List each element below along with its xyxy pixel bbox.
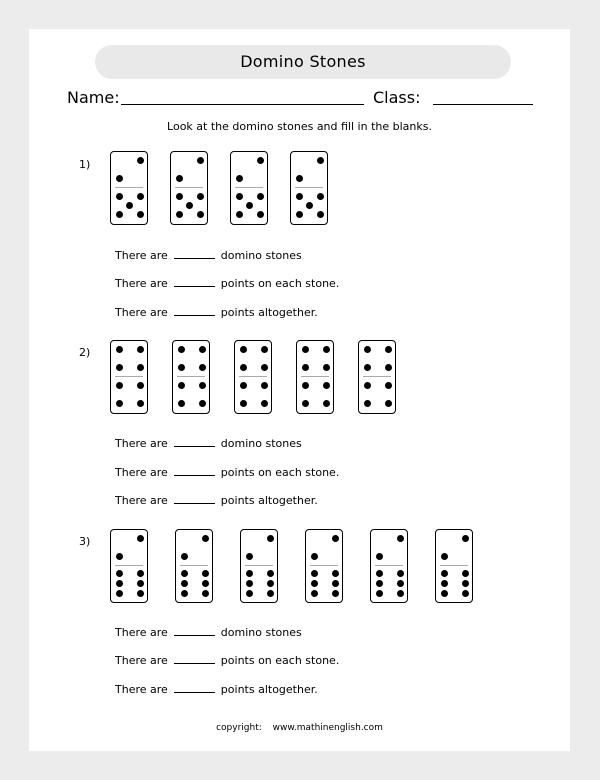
worksheet-page bbox=[29, 29, 570, 751]
domino-pip bbox=[364, 346, 371, 353]
answer-blank[interactable] bbox=[174, 474, 215, 476]
domino-pip bbox=[137, 364, 144, 371]
domino-pip bbox=[302, 364, 309, 371]
answer-blank[interactable] bbox=[174, 445, 215, 447]
domino-pip bbox=[202, 535, 209, 542]
line-suffix: points on each stone. bbox=[220, 277, 340, 290]
domino-stone bbox=[296, 340, 334, 414]
domino-pip bbox=[202, 590, 209, 597]
domino-pip bbox=[178, 382, 185, 389]
line-prefix: There are bbox=[115, 306, 168, 319]
line-suffix: points on each stone. bbox=[220, 654, 340, 667]
domino-pip bbox=[376, 570, 383, 577]
domino-pip bbox=[116, 193, 123, 200]
domino-pip bbox=[137, 570, 144, 577]
answer-blank[interactable] bbox=[174, 285, 215, 287]
line-suffix: points altogether. bbox=[220, 494, 318, 507]
answer-line-count bbox=[115, 437, 302, 450]
domino-pip bbox=[137, 590, 144, 597]
line-prefix: There are bbox=[115, 437, 168, 450]
domino-pip bbox=[261, 382, 268, 389]
domino-stone bbox=[435, 529, 473, 603]
domino-stone bbox=[370, 529, 408, 603]
domino-pip bbox=[267, 580, 274, 587]
domino-pip bbox=[116, 364, 123, 371]
domino-pip bbox=[296, 175, 303, 182]
answer-line-points-total bbox=[115, 494, 318, 507]
domino-pip bbox=[116, 580, 123, 587]
answer-line-points-total bbox=[115, 306, 318, 319]
domino-pip bbox=[261, 400, 268, 407]
question-number: 2) bbox=[79, 346, 91, 359]
domino-pip bbox=[397, 580, 404, 587]
domino-stone bbox=[358, 340, 396, 414]
line-suffix: domino stones bbox=[220, 249, 302, 262]
domino-divider bbox=[115, 565, 143, 566]
domino-pip bbox=[462, 535, 469, 542]
domino-pip bbox=[236, 175, 243, 182]
domino-pip bbox=[202, 570, 209, 577]
domino-pip bbox=[181, 570, 188, 577]
domino-pip bbox=[246, 570, 253, 577]
domino-divider bbox=[175, 187, 203, 188]
question-number: 1) bbox=[79, 158, 91, 171]
domino-pip bbox=[137, 193, 144, 200]
domino-pip bbox=[397, 535, 404, 542]
domino-divider bbox=[245, 565, 273, 566]
answer-line-count bbox=[115, 626, 302, 639]
domino-pip bbox=[302, 400, 309, 407]
domino-pip bbox=[323, 346, 330, 353]
domino-pip bbox=[441, 580, 448, 587]
domino-pip bbox=[317, 211, 324, 218]
domino-pip bbox=[397, 570, 404, 577]
domino-pip bbox=[257, 193, 264, 200]
domino-pip bbox=[267, 570, 274, 577]
domino-pip bbox=[317, 193, 324, 200]
domino-pip bbox=[116, 553, 123, 560]
domino-pip bbox=[441, 570, 448, 577]
domino-pip bbox=[240, 364, 247, 371]
domino-pip bbox=[236, 193, 243, 200]
domino-divider bbox=[239, 376, 267, 377]
answer-blank[interactable] bbox=[174, 257, 215, 259]
domino-stone bbox=[290, 151, 328, 225]
line-prefix: There are bbox=[115, 466, 168, 479]
line-suffix: points altogether. bbox=[220, 306, 318, 319]
domino-divider bbox=[310, 565, 338, 566]
domino-pip bbox=[240, 400, 247, 407]
domino-pip bbox=[332, 535, 339, 542]
domino-divider bbox=[115, 376, 143, 377]
domino-pip bbox=[296, 193, 303, 200]
answer-blank[interactable] bbox=[174, 691, 215, 693]
domino-pip bbox=[311, 580, 318, 587]
domino-divider bbox=[115, 187, 143, 188]
domino-pip bbox=[199, 346, 206, 353]
domino-pip bbox=[137, 400, 144, 407]
domino-pip bbox=[267, 590, 274, 597]
domino-pip bbox=[385, 400, 392, 407]
domino-pip bbox=[240, 382, 247, 389]
domino-pip bbox=[197, 193, 204, 200]
domino-pip bbox=[267, 535, 274, 542]
domino-pip bbox=[364, 400, 371, 407]
domino-pip bbox=[261, 346, 268, 353]
domino-pip bbox=[126, 202, 133, 209]
domino-pip bbox=[376, 580, 383, 587]
domino-divider bbox=[363, 376, 391, 377]
line-prefix: There are bbox=[115, 494, 168, 507]
domino-pip bbox=[116, 346, 123, 353]
domino-divider bbox=[235, 187, 263, 188]
domino-pip bbox=[199, 364, 206, 371]
domino-stone bbox=[305, 529, 343, 603]
domino-pip bbox=[311, 590, 318, 597]
domino-pip bbox=[302, 382, 309, 389]
domino-divider bbox=[295, 187, 323, 188]
copyright-label: copyright: bbox=[216, 723, 262, 733]
line-suffix: domino stones bbox=[220, 626, 302, 639]
domino-pip bbox=[199, 400, 206, 407]
page-title: Domino Stones bbox=[95, 45, 511, 79]
domino-pip bbox=[181, 590, 188, 597]
domino-pip bbox=[176, 175, 183, 182]
line-prefix: There are bbox=[115, 654, 168, 667]
website-link[interactable]: www.mathinenglish.com bbox=[272, 723, 383, 733]
line-prefix: There are bbox=[115, 626, 168, 639]
domino-pip bbox=[202, 580, 209, 587]
domino-pip bbox=[116, 175, 123, 182]
domino-pip bbox=[137, 346, 144, 353]
domino-pip bbox=[137, 382, 144, 389]
domino-pip bbox=[137, 580, 144, 587]
name-field[interactable] bbox=[121, 104, 364, 105]
domino-pip bbox=[257, 211, 264, 218]
domino-pip bbox=[246, 590, 253, 597]
domino-pip bbox=[181, 580, 188, 587]
answer-blank[interactable] bbox=[174, 662, 215, 664]
answer-line-points-total bbox=[115, 683, 318, 696]
domino-pip bbox=[178, 346, 185, 353]
domino-stone bbox=[172, 340, 210, 414]
domino-divider bbox=[177, 376, 205, 377]
domino-pip bbox=[441, 590, 448, 597]
domino-pip bbox=[323, 382, 330, 389]
line-prefix: There are bbox=[115, 683, 168, 696]
domino-pip bbox=[246, 580, 253, 587]
domino-pip bbox=[116, 570, 123, 577]
class-field[interactable] bbox=[433, 104, 533, 105]
domino-pip bbox=[323, 364, 330, 371]
answer-blank[interactable] bbox=[174, 502, 215, 504]
domino-pip bbox=[236, 211, 243, 218]
domino-stone bbox=[240, 529, 278, 603]
domino-pip bbox=[462, 570, 469, 577]
domino-pip bbox=[311, 553, 318, 560]
domino-pip bbox=[246, 553, 253, 560]
domino-pip bbox=[323, 400, 330, 407]
domino-pip bbox=[462, 590, 469, 597]
domino-pip bbox=[137, 535, 144, 542]
line-suffix: points altogether. bbox=[220, 683, 318, 696]
line-suffix: domino stones bbox=[220, 437, 302, 450]
line-prefix: There are bbox=[115, 277, 168, 290]
domino-pip bbox=[302, 346, 309, 353]
domino-pip bbox=[332, 580, 339, 587]
domino-pip bbox=[181, 553, 188, 560]
domino-stone bbox=[110, 529, 148, 603]
domino-pip bbox=[257, 157, 264, 164]
answer-line-points-each bbox=[115, 466, 339, 479]
domino-pip bbox=[178, 364, 185, 371]
domino-pip bbox=[296, 211, 303, 218]
domino-pip bbox=[306, 202, 313, 209]
domino-stone bbox=[170, 151, 208, 225]
domino-pip bbox=[441, 553, 448, 560]
domino-stone bbox=[175, 529, 213, 603]
domino-pip bbox=[116, 400, 123, 407]
domino-pip bbox=[240, 346, 247, 353]
domino-divider bbox=[301, 376, 329, 377]
domino-pip bbox=[311, 570, 318, 577]
domino-pip bbox=[197, 157, 204, 164]
domino-divider bbox=[440, 565, 468, 566]
domino-pip bbox=[462, 580, 469, 587]
domino-stone bbox=[234, 340, 272, 414]
answer-blank[interactable] bbox=[174, 314, 215, 316]
domino-pip bbox=[137, 211, 144, 218]
domino-pip bbox=[364, 382, 371, 389]
domino-pip bbox=[385, 346, 392, 353]
domino-divider bbox=[375, 565, 403, 566]
domino-pip bbox=[178, 400, 185, 407]
domino-pip bbox=[186, 202, 193, 209]
domino-pip bbox=[385, 364, 392, 371]
class-label: Class: bbox=[373, 88, 421, 107]
line-suffix: points on each stone. bbox=[220, 466, 340, 479]
domino-stone bbox=[110, 340, 148, 414]
domino-pip bbox=[332, 570, 339, 577]
domino-stone bbox=[230, 151, 268, 225]
footer bbox=[29, 723, 570, 733]
answer-line-points-each bbox=[115, 277, 339, 290]
domino-pip bbox=[261, 364, 268, 371]
line-prefix: There are bbox=[115, 249, 168, 262]
domino-divider bbox=[180, 565, 208, 566]
domino-pip bbox=[376, 553, 383, 560]
domino-pip bbox=[364, 364, 371, 371]
domino-pip bbox=[376, 590, 383, 597]
domino-pip bbox=[116, 590, 123, 597]
domino-stone bbox=[110, 151, 148, 225]
domino-pip bbox=[385, 382, 392, 389]
domino-pip bbox=[176, 211, 183, 218]
answer-line-count bbox=[115, 249, 302, 262]
question-number: 3) bbox=[79, 535, 91, 548]
answer-line-points-each bbox=[115, 654, 339, 667]
instruction-text: Look at the domino stones and fill in the blanks. bbox=[167, 120, 432, 133]
domino-pip bbox=[199, 382, 206, 389]
domino-pip bbox=[317, 157, 324, 164]
domino-pip bbox=[116, 382, 123, 389]
name-label: Name: bbox=[67, 88, 120, 107]
domino-pip bbox=[137, 157, 144, 164]
domino-pip bbox=[246, 202, 253, 209]
domino-pip bbox=[397, 590, 404, 597]
domino-pip bbox=[176, 193, 183, 200]
domino-pip bbox=[116, 211, 123, 218]
domino-pip bbox=[332, 590, 339, 597]
answer-blank[interactable] bbox=[174, 634, 215, 636]
domino-pip bbox=[197, 211, 204, 218]
